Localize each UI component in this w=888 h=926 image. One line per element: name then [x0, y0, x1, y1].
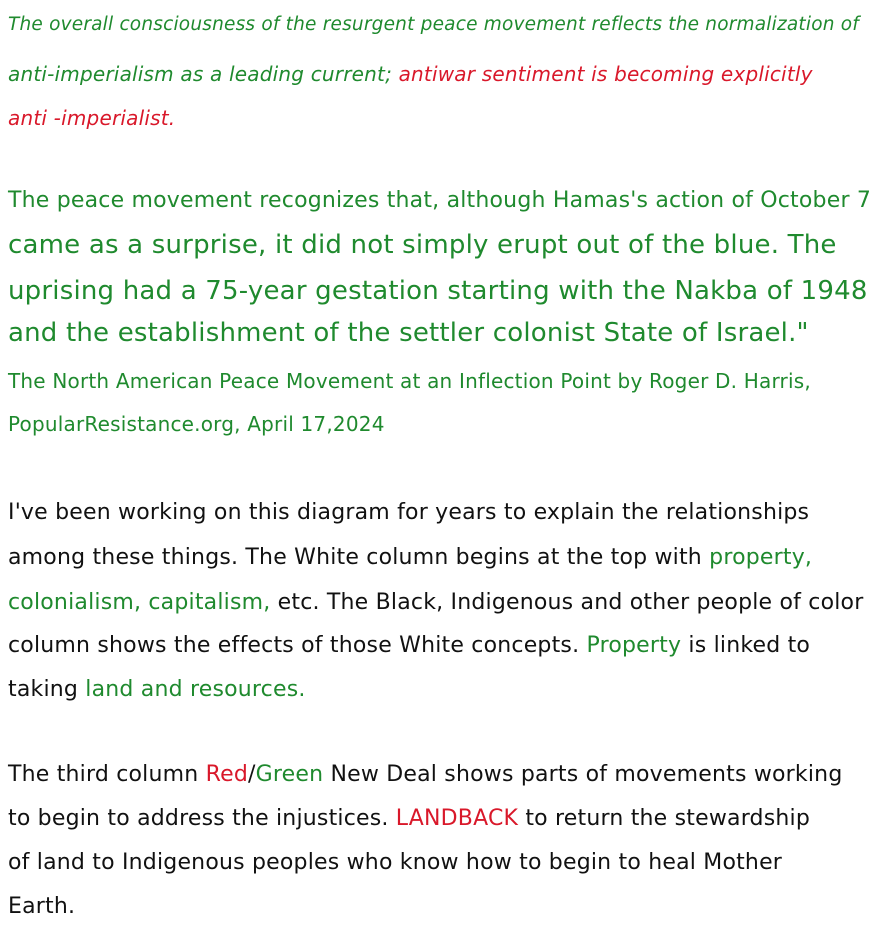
text-span-black: to begin to address the injustices.: [8, 806, 389, 831]
text-line: uprising had a 75-year gestation starting with the Nakba of 1948: [8, 276, 868, 306]
text-span-green: colonialism, capitalism,: [8, 590, 271, 615]
text-span-black: among these things. The White column begins at the top with: [8, 545, 702, 570]
text-span-red: LANDBACK: [395, 806, 519, 831]
text-span-black: taking: [8, 677, 79, 702]
text-line: [8, 806, 810, 831]
text-line: The peace movement recognizes that, although Hamas's action of October 7: [8, 188, 872, 213]
text-line: Earth.: [8, 894, 76, 919]
text-span-black: New Deal shows parts of movements working: [330, 762, 843, 787]
text-span-green: anti-imperialism as a leading current;: [8, 62, 393, 86]
text-span-green: land and resources.: [85, 677, 306, 702]
text-span-black: column shows the effects of those White concepts.: [8, 633, 580, 658]
text-line: [8, 762, 843, 787]
text-span-black: The third column: [8, 762, 199, 787]
text-span-green: Green: [255, 762, 324, 787]
text-line: [8, 545, 812, 570]
text-span-red: antiwar sentiment is becoming explicitly: [398, 62, 813, 86]
text-line: [8, 590, 863, 615]
text-line: and the establishment of the settler colonist State of Israel.": [8, 318, 809, 348]
text-span-black: is linked to: [688, 633, 811, 658]
text-span-black: etc. The Black, Indigenous and other people of color: [277, 590, 864, 615]
text-span-green: property,: [709, 545, 813, 570]
text-span-green: Property: [586, 633, 682, 658]
citation-line: PopularResistance.org, April 17,2024: [8, 412, 385, 436]
text-line: of land to Indigenous peoples who know how to begin to heal Mother: [8, 850, 783, 875]
text-line: The overall consciousness of the resurgent peace movement reflects the normalization of: [8, 14, 859, 35]
text-span-black: to return the stewardship: [525, 806, 810, 831]
text-line: anti -imperialist.: [8, 106, 176, 130]
text-line: [8, 677, 306, 702]
text-line: came as a surprise, it did not simply erupt out of the blue. The: [8, 230, 837, 260]
text-line: I've been working on this diagram for years to explain the relationships: [8, 500, 810, 525]
text-line: [8, 633, 810, 658]
text-span-red: Red: [205, 762, 249, 787]
text-line: [8, 62, 813, 86]
citation-line: The North American Peace Movement at an Inflection Point by Roger D. Harris,: [8, 369, 811, 393]
text-span-slash: /: [248, 762, 256, 787]
